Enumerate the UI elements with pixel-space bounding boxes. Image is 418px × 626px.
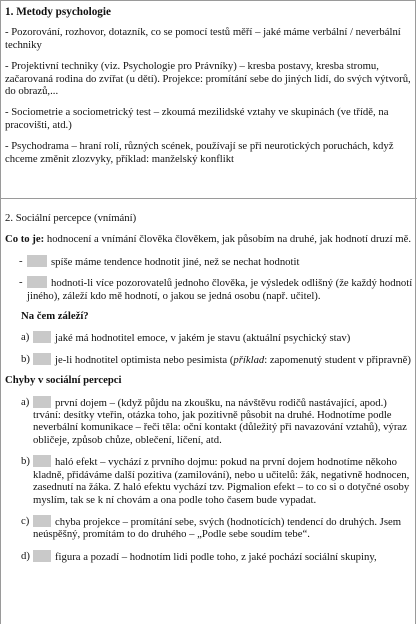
item-label: b)	[21, 352, 30, 365]
list-item	[5, 515, 414, 541]
list-item-text: haló efekt – vychází z prvního dojmu: pokud na první dojem hodnotíme někoho kladně, přidáváme další pozitiva (zamilování), nebo u učitelů: žák, negativně hodnocen, zasednutí na žáka. Z haló efektu vychází tzv. Pigmalion efekt – to co si o dotyčné osoby myslím, tak se k ní chovám a ona podle toho časem bude vypadat.	[33, 456, 410, 506]
redaction-highlight	[33, 550, 51, 562]
list-item-text: chyba projekce – promítání sebe, svých (hodnotících) tendencí do druhých. Jsem neúspěšný, promítám to do druhého – „Podle sebe soudím tebe“.	[33, 515, 402, 541]
redaction-highlight	[33, 515, 51, 527]
paragraph: - Psychodrama – hraní rolí, různých scének, používají se při neurotických poruchách, když chceme změnit zlozvyky, příklad: manželský konflikt	[5, 140, 394, 165]
section-title: 1. Metody psychologie	[5, 6, 111, 18]
list-item	[5, 455, 414, 506]
subheading: Chyby v sociální percepci	[5, 374, 122, 387]
section-title: 2. Sociální percepce (vnímání)	[5, 212, 137, 224]
item-label: c)	[21, 514, 30, 527]
redaction-highlight	[33, 331, 51, 343]
paragraph: - Projektivní techniky (viz. Psychologie pro Právníky) – kresba postavy, kresba stromu, začarovaná rodina do zvířat (u dětí). Projekce: promítání sebe do jiných lidí, do svých výtvorů, do obrazů,...	[5, 60, 411, 98]
definition	[5, 233, 414, 245]
list-item-text: první dojem – (když půjdu na zkoušku, na návštěvu rodičů nastávající, apod.) trvání: desítky vteřin, otázka toho, jak pozitivně působit na druhé. Hodnotíme podle neverbální komunikace – řeči těla: oční kontakt (důležitý při navazování vztahů), výraz obličeje, způsob chůze, oblečení, líčení, atd.	[33, 396, 407, 446]
list-item-text: spíše máme tendence hodnotit jiné, než se nechat hodnotit	[51, 255, 300, 268]
list-item-text: jaké má hodnotitel emoce, v jakém je stavu (aktuální psychický stav)	[55, 332, 351, 345]
redaction-highlight	[33, 455, 51, 467]
redaction-highlight	[33, 396, 51, 408]
redaction-highlight	[27, 255, 47, 267]
list-item	[5, 396, 414, 447]
list-item	[5, 550, 414, 563]
list-item: - hodnoti-li více pozorovatelů jednoho člověka, je výsledek odlišný (že každý hodnotí jiného), záleží kdo mě hodnotí, o jakou se jedná osobu (např. učitel).	[19, 276, 413, 302]
list-item	[5, 331, 414, 344]
list-item: - spíše máme tendence hodnotit jiné, než se nechat hodnotit	[19, 254, 300, 268]
section-social-perception	[1, 198, 417, 626]
paragraph: - Pozorování, rozhovor, dotazník, co se pomocí testů měří – jaké máme verbální / neverbální techniky	[5, 26, 401, 51]
paragraph: - Sociometrie a sociometrický test – zkoumá mezilidské vztahy ve skupinách (ve třídě, na pracovišti, atd.)	[5, 106, 389, 131]
section-methods	[1, 1, 417, 197]
definition-text: hodnocení a vnímání člověka člověkem, jak působím na druhé, jak hodnotí druzí mě.	[44, 233, 412, 246]
redaction-highlight	[33, 353, 51, 365]
list-item-text: : zapomenutý student v připravně)	[264, 353, 411, 366]
item-label: b)	[21, 455, 30, 468]
redaction-highlight	[27, 276, 47, 288]
list-item-text: je-li hodnotitel optimista nebo pesimista (	[55, 353, 234, 366]
item-label: a)	[21, 331, 30, 344]
italic-text: příklad	[233, 353, 265, 366]
item-label: d)	[21, 549, 30, 562]
list-item	[5, 353, 414, 366]
definition-lead: Co to je:	[5, 233, 45, 246]
item-label: a)	[21, 395, 30, 408]
list-item-text: hodnoti-li více pozorovatelů jednoho člověka, je výsledek odlišný (že každý hodnotí jiného), záleží kdo mě hodnotí, o jakou se jedná osobu (např. učitel).	[27, 277, 413, 302]
list-item-text: figura a pozadí – hodnotím lidi podle toho, z jaké pochází sociální skupiny,	[55, 550, 377, 563]
subheading: Na čem záleží?	[21, 310, 89, 323]
